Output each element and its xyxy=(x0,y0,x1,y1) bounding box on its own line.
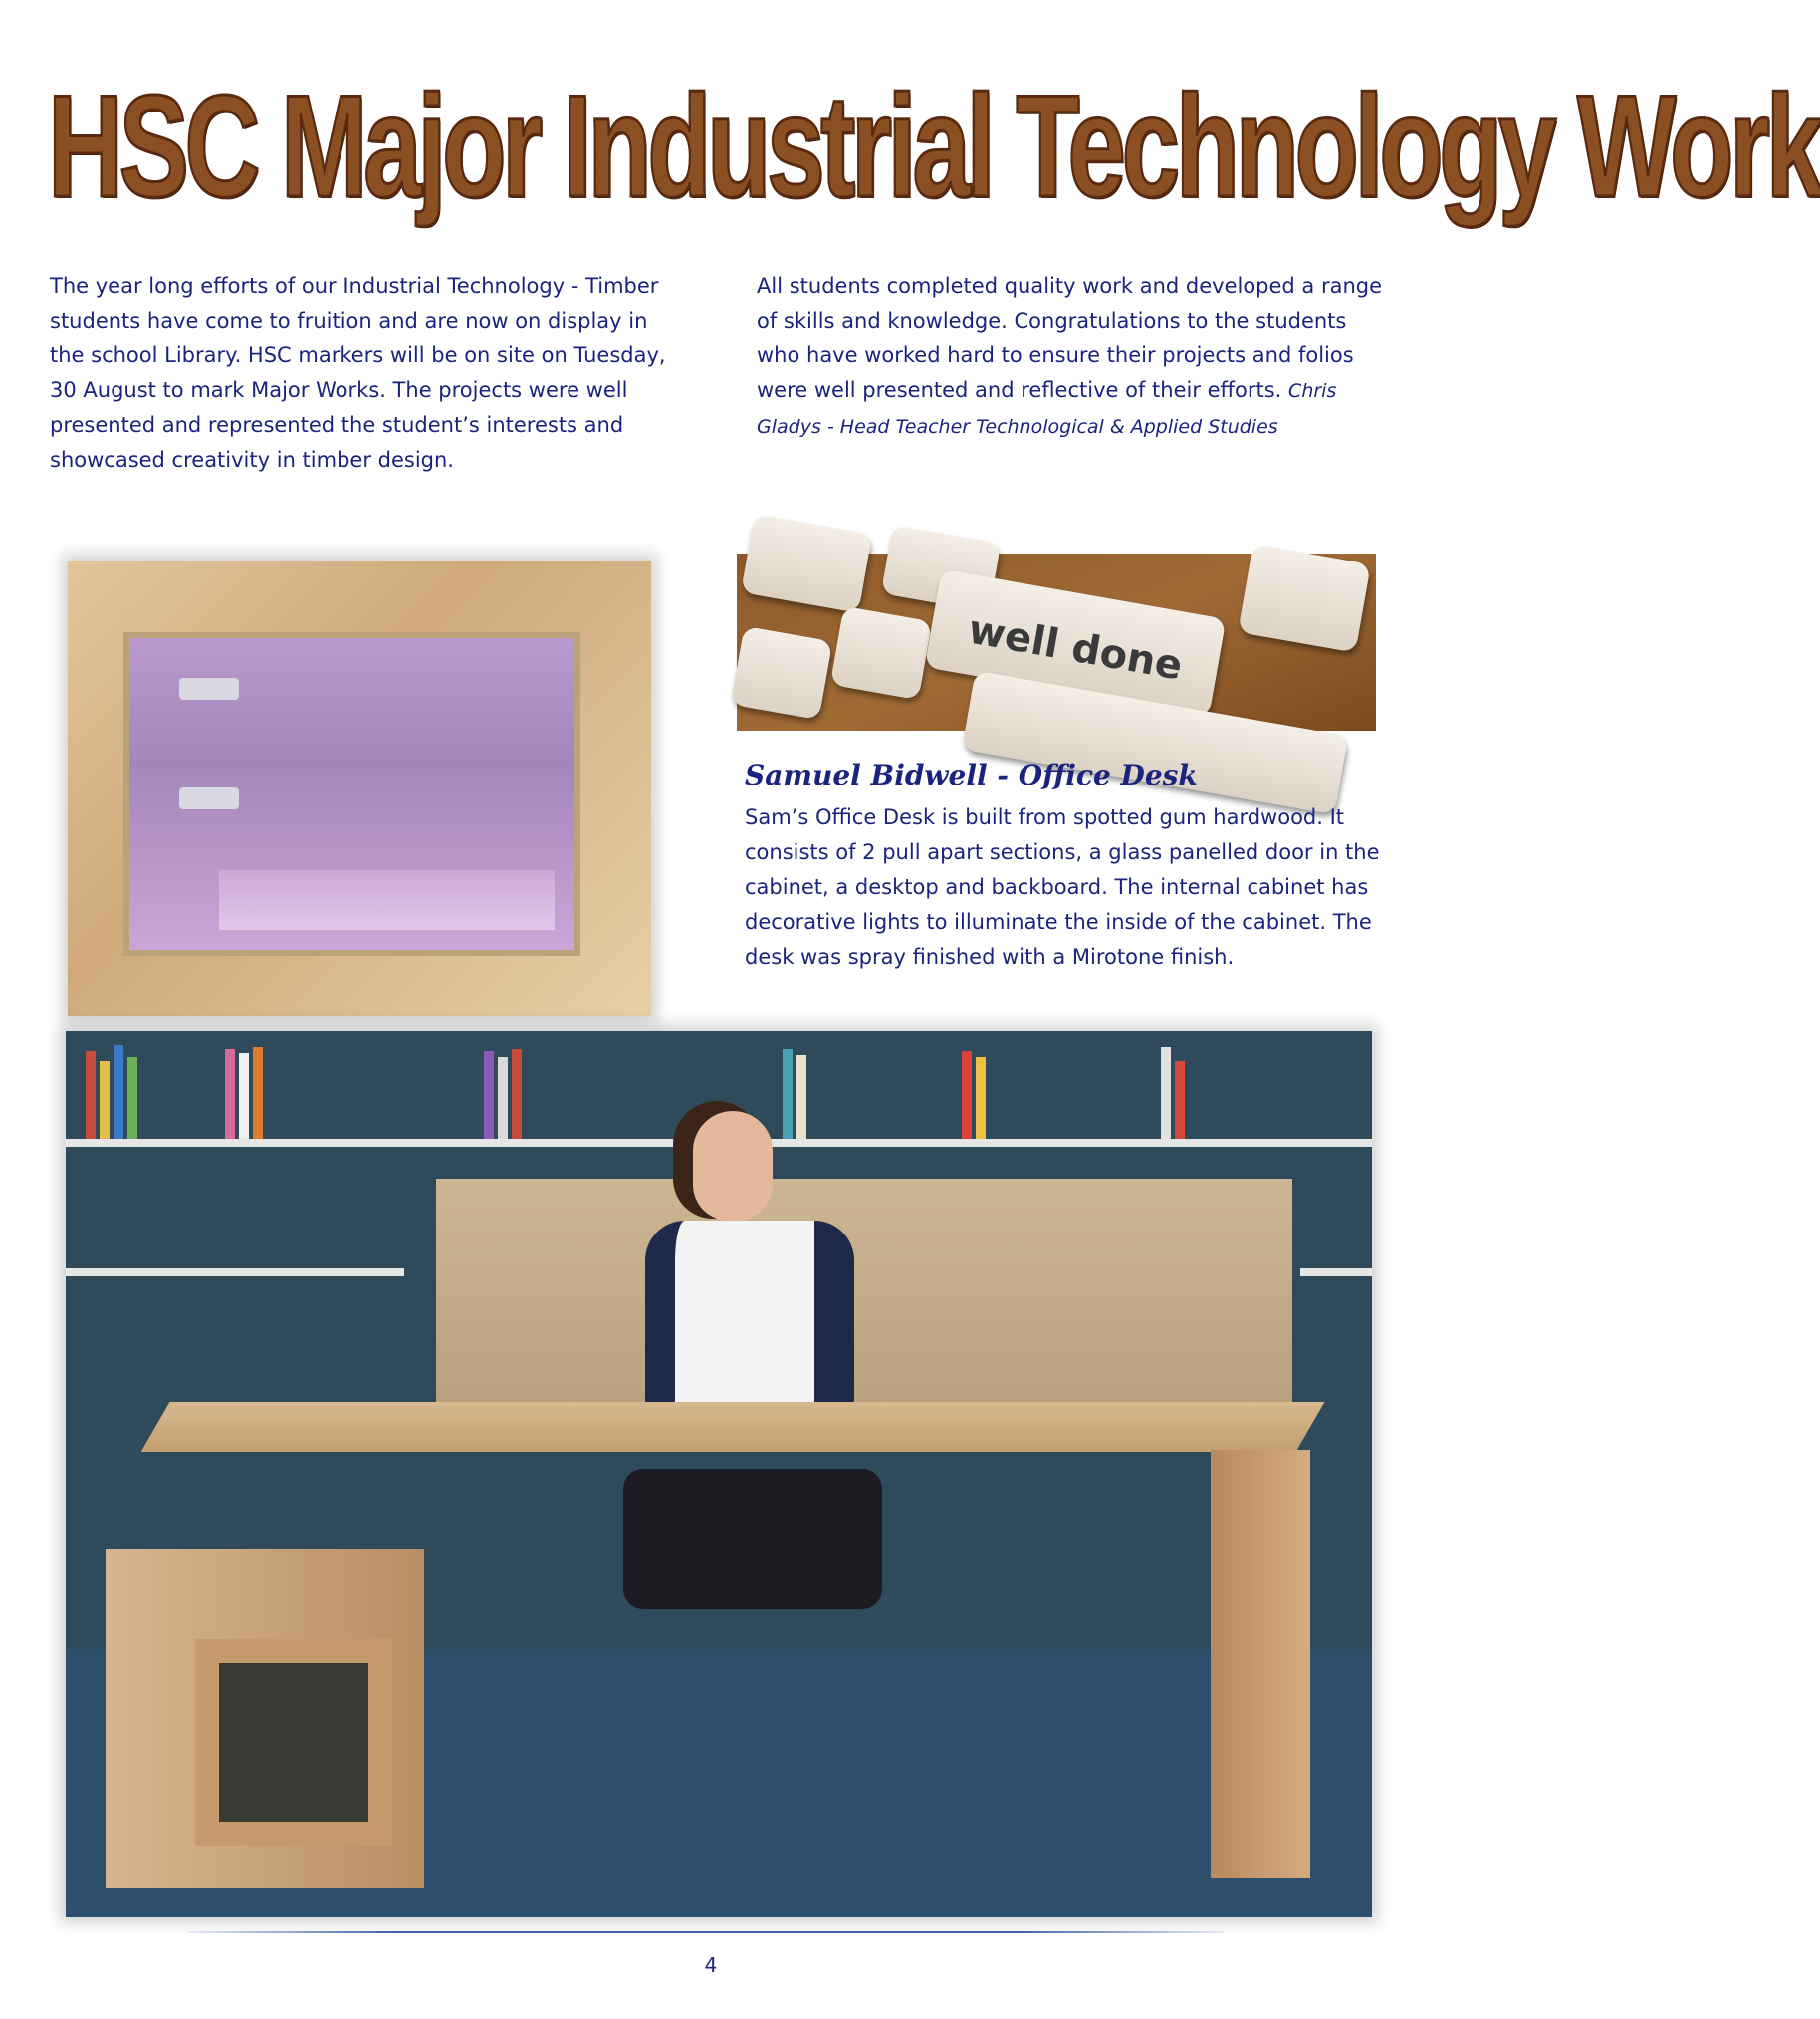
book-spine xyxy=(225,1049,235,1141)
page-number: 4 xyxy=(704,1953,718,1977)
student-legs xyxy=(623,1469,882,1609)
book-spine xyxy=(783,1049,793,1141)
key-shape xyxy=(830,606,933,700)
book-spine xyxy=(239,1053,249,1141)
desk-backboard xyxy=(436,1179,1292,1438)
intro-left-paragraph: The year long efforts of our Industrial Technology - Timber students have come to fruition and are now on display in the school Library. HSC markers will be on site on Tuesday, 30 August to mark Major Works. The projects were well presented and represented the student’s interests and showcased creativity in timber design. xyxy=(50,274,666,472)
key-shape xyxy=(731,626,833,720)
cabinet-shelf xyxy=(219,870,555,930)
intro-right-paragraph: All students completed quality work and developed a range of skills and knowledge. Congratulations to the students who have worked hard to ensure their projects and folios were well presented and reflective of their efforts. xyxy=(757,274,1383,402)
book-spine xyxy=(127,1057,137,1141)
office-desk-photo xyxy=(66,1031,1372,1917)
student-head xyxy=(693,1111,773,1221)
page-title: HSC Major Industrial Technology Work xyxy=(48,42,1009,251)
book-spine xyxy=(86,1051,96,1141)
shelf-edge xyxy=(1300,1268,1372,1276)
feature-body: Sam’s Office Desk is built from spotted gum hardwood. It consists of 2 pull apart sections, a glass panelled door in the cabinet, a desktop and backboard. The internal cabinet has decorative lights to illuminate the inside of the cabinet. The desk was spray finished with a Mirotone finish. xyxy=(745,805,1380,969)
book-spine xyxy=(962,1051,972,1141)
desk-leg xyxy=(1211,1450,1310,1878)
keyboard-photo xyxy=(737,554,1376,731)
cabinet-glass-door xyxy=(195,1639,392,1846)
signature: Chris Gladys - Head Teacher Technological & Applied Studies xyxy=(757,380,1337,438)
desk-cabinet xyxy=(106,1549,424,1888)
intro-right-column xyxy=(757,269,1394,445)
book-spine xyxy=(1175,1061,1185,1141)
book-spine xyxy=(976,1057,986,1141)
cabinet-photo xyxy=(68,561,651,1016)
book-spine xyxy=(484,1051,494,1141)
book-spine xyxy=(498,1057,508,1141)
shelf-edge xyxy=(66,1268,404,1276)
hinge-top xyxy=(179,678,239,700)
feature-title: Samuel Bidwell - Office Desk xyxy=(745,759,1198,791)
desk-top xyxy=(141,1402,1325,1452)
book-spine xyxy=(100,1061,110,1141)
book-spine xyxy=(253,1047,263,1141)
key-shape xyxy=(741,514,872,613)
book-spine xyxy=(114,1045,123,1141)
cabinet-interior xyxy=(123,632,580,956)
key-shape xyxy=(1238,544,1371,652)
book-spine xyxy=(512,1049,522,1141)
footer-divider xyxy=(189,1931,1225,1933)
book-spine xyxy=(1161,1047,1171,1141)
well-done-label: well done xyxy=(965,606,1186,690)
student-shirt xyxy=(645,1221,854,1410)
book-spine xyxy=(796,1055,806,1141)
hinge-bottom xyxy=(179,787,239,809)
